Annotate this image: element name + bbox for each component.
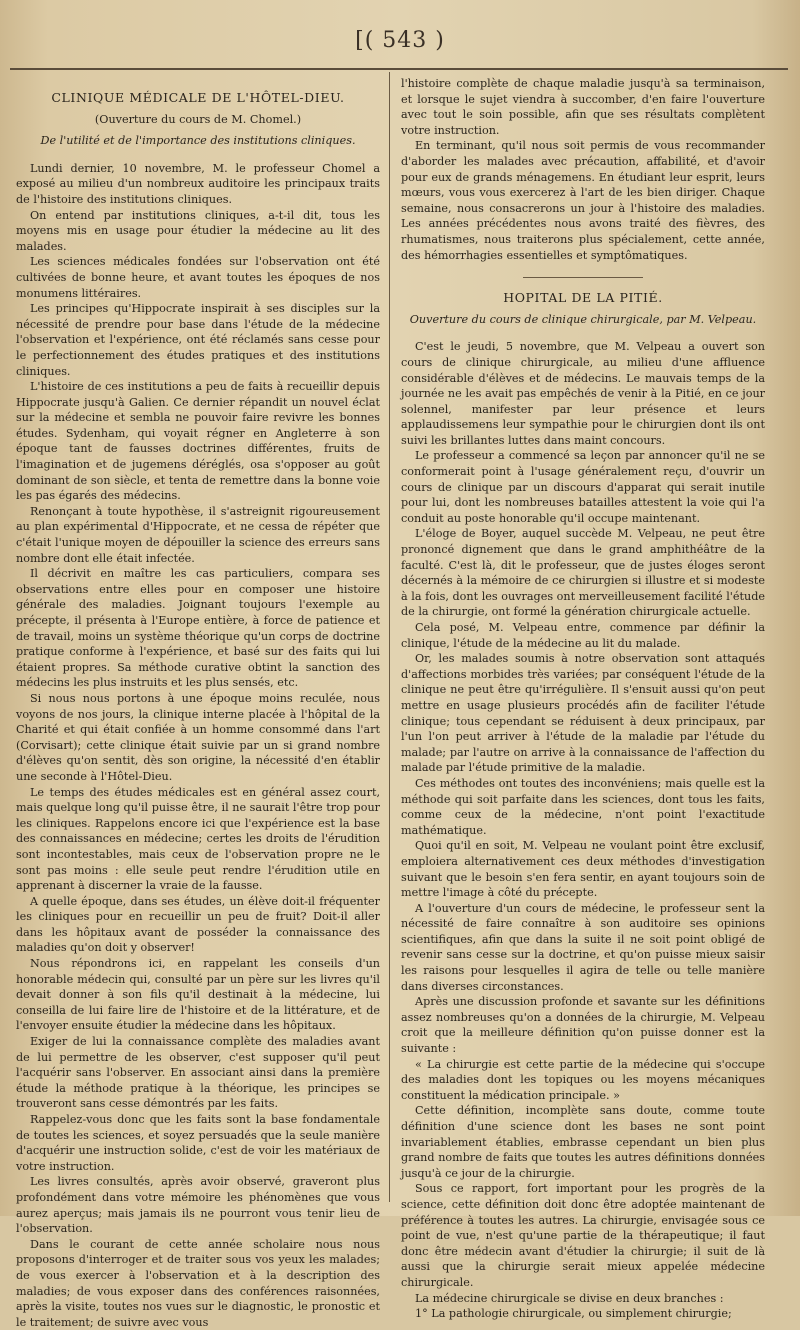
paragraph: Rappelez-vous donc que les faits sont la base fondamentale de toutes les sciences, et soyez persuadés que la seule manière d'acquérir une instruction solide, c'est de voir les matériaux de votre instruction. <box>16 1113 380 1173</box>
paragraph: A quelle époque, dans ses études, un élève doit-il fréquenter les cliniques pour en recueillir un peu de fruit? Doit-il aller dans les hôpitaux avant de posséder la connaissance des maladies qu'on doit y observer! <box>16 894 380 955</box>
paragraph: Exiger de lui la connaissance complète des maladies avant de lui permettre de les observer, c'est supposer qu'il peut l'acquérir sans l'observer. En associant ainsi dans la première étude la méthode pratique à la théorique, les principes se trouveront sans cesse démontrés par les faits. <box>16 1035 380 1111</box>
paragraph: Le temps des études médicales est en général assez court, mais quelque long qu'il puisse être, il ne saurait l'être trop pour les cliniques. Rappelons encore ici que l'expérience est la base des connaissances en médecine; certes les droits de l'érudition sont incontestables, mais ceux de l'observation propre ne le sont pas moins : elle seule peut rendre l'érudition utile en apprenant à discerner la vraie de la fausse. <box>16 785 380 893</box>
paragraph: L'éloge de Boyer, auquel succède M. Velpeau, ne peut être prononcé dignement que dans le grand amphithéâtre de la faculté. C'est là, dit le professeur, que de justes éloges seront décernés à la mémoire de ce chirurgien si illustre et si modeste à la fois, dont les ouvrages ont merveilleusement facilité l'étude de la chirurgie, ont formé la génération chirurgicale actuelle. <box>401 527 765 619</box>
left-article-title: CLINIQUE MÉDICALE DE L'HÔTEL-DIEU. <box>51 90 345 105</box>
paragraph: On entend par institutions cliniques, a-t-il dit, tous les moyens mis en usage pour étudier la médecine au lit des malades. <box>16 208 380 253</box>
paragraph: Sous ce rapport, fort important pour les progrès de la science, cette définition doit donc être adoptée maintenant de préférence à toutes les autres. La chirurgie, envisagée sous ce point de vue, n'est qu'une partie de la thérapeutique; il faut donc être médecin avant d'étudier la chirurgie; il suit de là aussi que la chirurgie serait mieux appelée médecine chirurgicale. <box>401 1182 765 1289</box>
paragraph: 1° La pathologie chirurgicale, ou simplement chirurgie; <box>415 1307 732 1321</box>
paragraph: Ces méthodes ont toutes des inconvéniens; mais quelle est la méthode qui soit parfaite dans les sciences, dont tous les faits, comme ceux de la médecine, n'ont point l'exactitude mathématique. <box>401 776 765 837</box>
right-article-title: HOPITAL DE LA PITIÉ. <box>503 290 663 306</box>
left-article-italic: De l'utilité et de l'importance des institutions cliniques. <box>40 134 356 148</box>
paragraph: Nous répondrons ici, en rappelant les conseils d'un honorable médecin qui, consulté par un père sur les livres qu'il devait donner à son fils qu'il destinait à la médecine, lui conseilla de lui faire lire de l'histoire et de la littérature, et de l'envoyer ensuite étudier la médecine dans les hôpitaux. <box>16 957 380 1033</box>
paragraph: La médecine chirurgicale se divise en deux branches : <box>415 1291 724 1305</box>
paragraph: Lundi dernier, 10 novembre, M. le professeur Chomel a exposé au milieu d'un nombreux auditoire les principaux traits de l'histoire des institutions cliniques. <box>16 161 380 206</box>
paragraph: C'est le jeudi, 5 novembre, que M. Velpeau a ouvert son cours de clinique chirurgicale, au milieu d'une affluence considérable d'élèves et de médecins. Le mauvais temps de la journée ne les avait pas empêchés de venir à la Pitié, en ce jour solennel, manifester par leur présence et leurs applaudissemens leur sympathie pour le chirurgien dont ils ont suivi les brillantes luttes dans maint concours. <box>401 340 765 447</box>
paragraph: A l'ouverture d'un cours de médecine, le professeur sent la nécessité de faire connaître à son auditoire ses opinions scientifiques, afin que dans la suite il ne soit point obligé de revenir sans cesse sur la doctrine, et qu'on puisse mieux saisir les raisons pour lesquelles il agira de telle ou telle manière dans diverses circonstances. <box>401 901 765 993</box>
header-rule <box>10 68 788 70</box>
right-article-italic: Ouverture du cours de clinique chirurgicale, par M. Velpeau. <box>409 312 757 326</box>
section-rule <box>523 277 643 278</box>
page-number: [( 543 ) <box>355 28 445 53</box>
paragraph: Les principes qu'Hippocrate inspirait à ses disciples sur la nécessité de prendre pour base dans l'étude de la médecine l'observation et l'expérience, ont été réclamés sans cesse pour le perfectionnement des études pratiques et des institutions cliniques. <box>16 302 380 378</box>
paragraph-continued: l'histoire complète de chaque maladie jusqu'à sa terminaison, et lorsque le sujet viendra à succomber, d'en faire l'ouverture avec tout le soin possible, afin que ses résultats complètent votre instruction. <box>401 77 765 137</box>
paragraph: Si nous nous portons à une époque moins reculée, nous voyons de nos jours, la clinique interne placée à l'hôpital de la Charité et qui était confiée à un homme consommé dans l'art (Corvisart); cette clinique était suivie par un si grand nombre d'élèves qu'on sentit, dès son origine, la nécessité d'en établir une seconde à l'Hôtel-Dieu. <box>16 691 380 783</box>
paragraph: L'histoire de ces institutions a peu de faits à recueillir depuis Hippocrate jusqu'à Galien. Ce dernier répandit un nouvel éclat sur la médecine et sembla ne pouvoir faire revivre les bonnes études. Sydenham, qui voyait régner en Angleterre à son époque tant de fausses doctrines différentes, fruits de l'imagination et de jugemens déréglés, osa s'opposer au goût dominant de son siècle, et tenta de remettre dans la bonne voie les pas égarés des médecins. <box>16 380 380 503</box>
paragraph: « La chirurgie est cette partie de la médecine qui s'occupe des maladies dont les topiques ou les moyens mécaniques constituent la médication principale. » <box>401 1057 765 1102</box>
paragraph: Après une discussion profonde et savante sur les définitions assez nombreuses qu'on a données de la chirurgie, M. Velpeau croit que la meilleure définition qu'on puisse donner est la suivante : <box>401 995 765 1056</box>
paragraph: Quoi qu'il en soit, M. Velpeau ne voulant point être exclusif, emploiera alternativement ces deux méthodes d'investigation suivant que le besoin s'en fera sentir, en ayant toujours soin de mettre l'image à côté du précepte. <box>401 839 765 900</box>
paragraph: Les livres consultés, après avoir observé, graveront plus profondément dans votre mémoire les phénomènes que vous aurez aperçus; mais jamais ils ne pourront vous tenir lieu de l'observation. <box>16 1175 380 1236</box>
paragraph: Dans le courant de cette année scholaire nous nous proposons d'interroger et de traiter sous vos yeux les malades; de vous exercer à l'observation et à la description des maladies; de vous exposer dans des conférences raisonnées, après la visite, toutes nos vues sur le diagnostic, le pronostic et le traitement; de suivre avec vous <box>16 1237 380 1329</box>
paragraph: Les sciences médicales fondées sur l'observation ont été cultivées de bonne heure, et avant toutes les époques de nos monumens littéraires. <box>16 255 380 300</box>
column-divider <box>389 72 390 1202</box>
paragraph: Cela posé, M. Velpeau entre, commence par définir la clinique, l'étude de la médecine au lit du malade. <box>401 621 765 650</box>
left-article-subtitle: (Ouverture du cours de M. Chomel.) <box>94 112 302 126</box>
left-column <box>16 88 380 1330</box>
paragraph: Cette définition, incomplète sans doute, comme toute définition d'une science dont les bases ne sont point invariablement établies, embrasse cependant un bien plus grand nombre de faits que toutes les autres définitions données jusqu'à ce jour de la chirurgie. <box>401 1104 765 1180</box>
right-column <box>401 76 765 1322</box>
paragraph: En terminant, qu'il nous soit permis de vous recommander d'aborder les malades avec précaution, affabilité, et d'avoir pour eux de grands ménagemens. En étudiant leur esprit, leurs mœurs, vous vous exercerez à l'art de les bien diriger. Chaque semaine, nous consacrerons un jour à l'histoire des maladies. Les années précédentes nous avons traité des fièvres, des rhumatismes, nous traiterons plus spécialement, cette année, des hémorrhagies essentielles et symptômatiques. <box>401 139 765 262</box>
paragraph: Le professeur a commencé sa leçon par annoncer qu'il ne se conformerait point à l'usage généralement reçu, d'ouvrir un cours de clinique par un discours d'apparat qui serait inutile pour lui, dont les nombreuses batailles attestent la voie qui l'a conduit au poste honorable qu'il occupe maintenant. <box>401 449 765 525</box>
paragraph: Renonçant à toute hypothèse, il s'astreignit rigoureusement au plan expérimental d'Hippocrate, et ne cessa de répéter que c'était l'unique moyen de dépouiller la science des erreurs sans nombre dont elle était infectée. <box>16 504 380 565</box>
paragraph: Il décrivit en maître les cas particuliers, compara ses observations entre elles pour en composer une histoire générale des maladies. Joignant toujours l'exemple au précepte, il présenta à l'Europe entière, à force de patience et de travail, moins un système théorique qu'un corps de doctrine pratique conforme à l'expérience, et basé sur des faits qui lui étaient propres. Sa méthode curative obtint la sanction des médecins les plus instruits et les plus sensés, etc. <box>16 567 380 690</box>
paragraph: Or, les malades soumis à notre observation sont attaqués d'affections morbides très variées; par conséquent l'étude de la clinique ne peut être qu'irrégulière. Il s'ensuit aussi qu'on peut mettre en usage plusieurs procédés afin de faciliter l'étude clinique; tous cependant se réduisent à deux principaux, par l'un l'on peut arriver à l'étude de la maladie par l'étude du malade; par l'autre on arrive à la connaissance de l'affection du malade par l'étude primitive de la maladie. <box>401 652 765 775</box>
